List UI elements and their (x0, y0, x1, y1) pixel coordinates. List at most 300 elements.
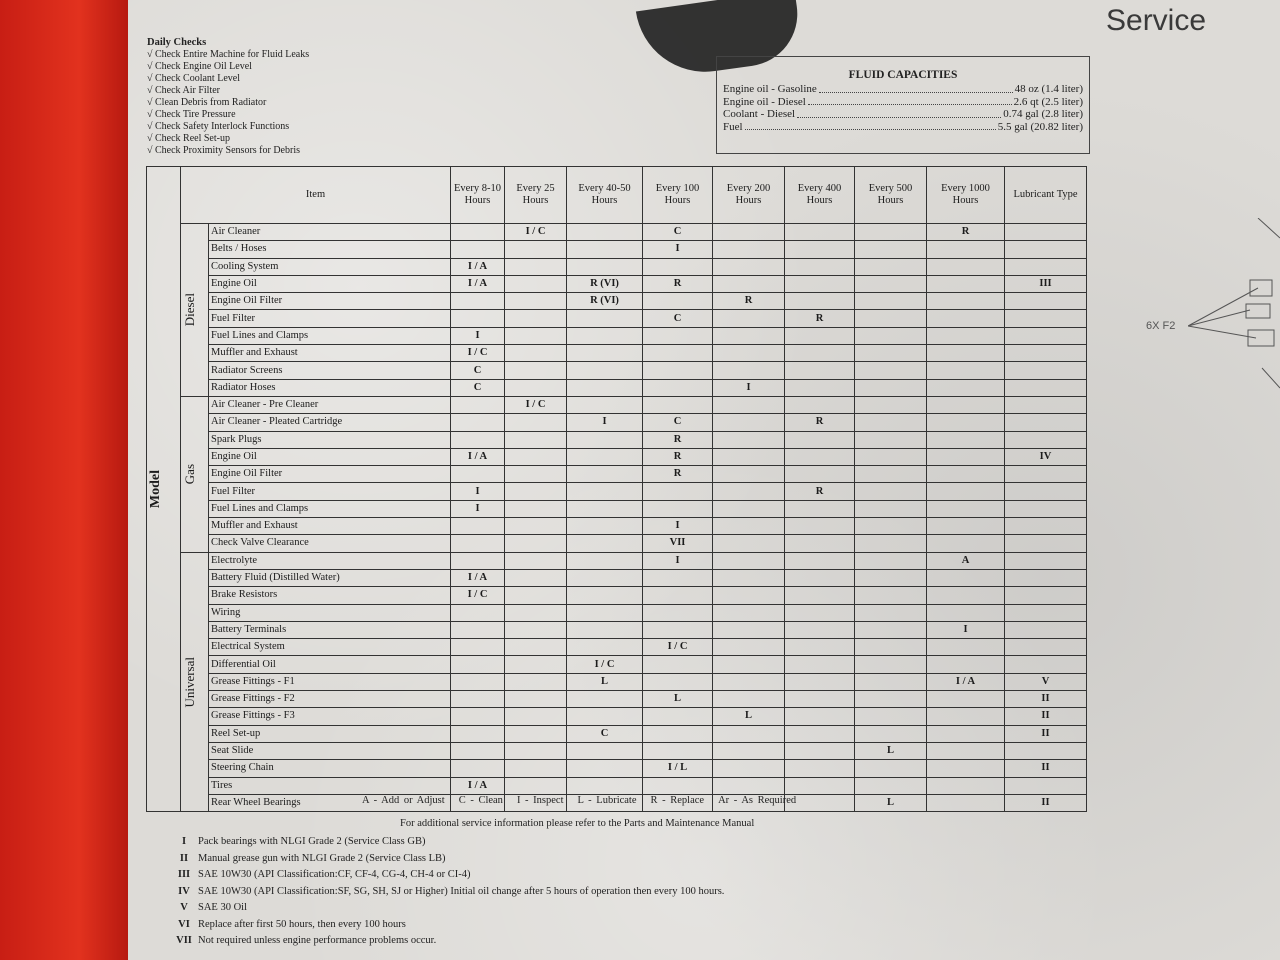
interval-cell (713, 258, 785, 275)
interval-cell (785, 518, 855, 535)
interval-cell: C (643, 414, 713, 431)
leader-dots (745, 121, 996, 131)
interval-cell (927, 310, 1005, 327)
interval-cell (713, 535, 785, 552)
interval-cell (567, 483, 643, 500)
interval-cell: I / A (451, 448, 505, 465)
item-cell: Electrolyte (209, 552, 451, 569)
interval-cell (1005, 224, 1087, 241)
interval-cell: R (785, 310, 855, 327)
leader-dots (808, 96, 1012, 106)
interval-cell (505, 742, 567, 759)
interval-cell (713, 639, 785, 656)
interval-cell (927, 760, 1005, 777)
interval-cell (567, 535, 643, 552)
interval-cell (567, 448, 643, 465)
interval-cell (567, 552, 643, 569)
interval-cell (451, 725, 505, 742)
item-cell: Radiator Screens (209, 362, 451, 379)
fluid-label: Fuel (723, 120, 743, 133)
interval-cell (567, 742, 643, 759)
interval-cell (567, 639, 643, 656)
daily-check-item: √ Check Entire Machine for Fluid Leaks (147, 49, 309, 61)
item-cell: Fuel Filter (209, 483, 451, 500)
interval-cell (1005, 483, 1087, 500)
note-key: I (181, 836, 187, 847)
interval-cell (567, 518, 643, 535)
interval-cell (1005, 777, 1087, 794)
interval-cell (785, 500, 855, 517)
daily-check-item: √ Check Proximity Sensors for Debris (147, 145, 309, 157)
interval-cell (505, 345, 567, 362)
note-key: VI (178, 918, 190, 930)
table-row (147, 742, 1087, 759)
table-row (147, 777, 1087, 794)
interval-cell (643, 621, 713, 638)
table-row (147, 500, 1087, 517)
interval-cell (505, 569, 567, 586)
table-row (147, 587, 1087, 604)
interval-cell (785, 725, 855, 742)
interval-cell (713, 552, 785, 569)
interval-cell (927, 293, 1005, 310)
interval-cell (927, 500, 1005, 517)
fluid-value: 0.74 gal (2.8 liter) (1003, 108, 1083, 120)
interval-cell (785, 708, 855, 725)
interval-cell: R (643, 466, 713, 483)
item-cell: Fuel Lines and Clamps (209, 327, 451, 344)
lubricant-notes (170, 834, 724, 950)
interval-cell (927, 742, 1005, 759)
interval-cell (855, 483, 927, 500)
interval-cell (567, 604, 643, 621)
item-cell: Differential Oil (209, 656, 451, 673)
interval-cell: R (713, 293, 785, 310)
fluid-capacities-box (716, 56, 1090, 154)
table-row (147, 760, 1087, 777)
item-cell: Air Cleaner - Pleated Cartridge (209, 414, 451, 431)
column-header: Every 25 Hours (505, 167, 567, 224)
interval-cell (451, 431, 505, 448)
interval-cell (785, 604, 855, 621)
interval-cell: I / A (451, 275, 505, 292)
interval-cell (785, 587, 855, 604)
red-machine-frame (0, 0, 132, 960)
interval-cell (451, 604, 505, 621)
note-text: Not required unless engine performance problems occur. (198, 935, 437, 946)
interval-cell (505, 673, 567, 690)
table-row (147, 691, 1087, 708)
legend-entry: L - Lubricate (577, 795, 637, 806)
interval-cell: I (451, 483, 505, 500)
item-cell: Engine Oil (209, 275, 451, 292)
item-cell: Engine Oil Filter (209, 466, 451, 483)
note-row (170, 917, 724, 934)
legend (362, 795, 810, 806)
note-key: III (177, 869, 191, 880)
interval-cell (713, 725, 785, 742)
interval-cell (927, 241, 1005, 258)
interval-cell: IV (1005, 448, 1087, 465)
interval-cell (505, 552, 567, 569)
interval-cell (505, 639, 567, 656)
table-header-row (147, 167, 1087, 224)
interval-cell (1005, 241, 1087, 258)
interval-cell: I / C (451, 587, 505, 604)
interval-cell (713, 604, 785, 621)
interval-cell (1005, 535, 1087, 552)
interval-cell (785, 241, 855, 258)
group-label (181, 396, 209, 552)
interval-cell (713, 396, 785, 413)
interval-cell (855, 258, 927, 275)
interval-cell: I / A (451, 777, 505, 794)
interval-cell (1005, 500, 1087, 517)
interval-cell (451, 708, 505, 725)
table-row (147, 414, 1087, 431)
note-key: IV (178, 885, 190, 897)
interval-cell (785, 656, 855, 673)
interval-cell (713, 310, 785, 327)
note-text: Replace after first 50 hours, then every 100 hours (198, 918, 406, 930)
daily-check-item: √ Check Reel Set-up (147, 133, 309, 145)
model-label (147, 167, 181, 812)
item-cell: Belts / Hoses (209, 241, 451, 258)
note-row (170, 900, 724, 917)
interval-cell (643, 293, 713, 310)
interval-cell (505, 656, 567, 673)
interval-cell (505, 258, 567, 275)
interval-cell: I / L (643, 760, 713, 777)
interval-cell (713, 241, 785, 258)
interval-cell (785, 760, 855, 777)
interval-cell (567, 345, 643, 362)
interval-cell (451, 742, 505, 759)
table-row (147, 673, 1087, 690)
interval-cell (713, 483, 785, 500)
interval-cell (643, 345, 713, 362)
interval-cell (567, 362, 643, 379)
interval-cell (505, 691, 567, 708)
legend-entry: R - Replace (650, 795, 705, 806)
interval-cell (927, 535, 1005, 552)
interval-cell (505, 483, 567, 500)
interval-cell: L (713, 708, 785, 725)
column-header: Item (181, 167, 451, 224)
interval-cell (505, 414, 567, 431)
item-cell: Seat Slide (209, 742, 451, 759)
group-label-text: Gas (182, 464, 197, 485)
interval-cell (451, 621, 505, 638)
column-header: Lubricant Type (1005, 167, 1087, 224)
interval-cell (713, 518, 785, 535)
fluid-capacity-row (717, 121, 1089, 134)
interval-cell (785, 293, 855, 310)
interval-cell (785, 379, 855, 396)
interval-cell: II (1005, 794, 1087, 811)
interval-cell (855, 639, 927, 656)
service-title: Service (1106, 4, 1207, 37)
interval-cell (855, 760, 927, 777)
interval-cell (855, 587, 927, 604)
interval-cell (785, 275, 855, 292)
daily-check-item: √ Check Engine Oil Level (147, 61, 309, 73)
interval-cell (1005, 587, 1087, 604)
interval-cell (785, 396, 855, 413)
interval-cell (713, 414, 785, 431)
interval-cell (927, 466, 1005, 483)
table-row (147, 362, 1087, 379)
interval-cell (451, 760, 505, 777)
table-row (147, 310, 1087, 327)
interval-cell (643, 396, 713, 413)
interval-cell (567, 777, 643, 794)
additional-info: For additional service information please refer to the Parts and Maintenance Manual (400, 818, 755, 829)
interval-cell (713, 224, 785, 241)
interval-cell (927, 777, 1005, 794)
item-cell: Brake Resistors (209, 587, 451, 604)
interval-cell (855, 569, 927, 586)
fluid-label: Engine oil - Gasoline (723, 83, 817, 95)
interval-cell (785, 621, 855, 638)
note-key: V (180, 902, 188, 913)
interval-cell (567, 224, 643, 241)
interval-cell (785, 552, 855, 569)
interval-cell (855, 345, 927, 362)
interval-cell (643, 587, 713, 604)
interval-cell (927, 448, 1005, 465)
interval-cell: III (1005, 275, 1087, 292)
interval-cell (1005, 431, 1087, 448)
fluid-value: 2.6 qt (2.5 liter) (1013, 95, 1083, 108)
interval-cell (643, 673, 713, 690)
table-row (147, 241, 1087, 258)
item-cell: Battery Terminals (209, 621, 451, 638)
interval-cell (713, 569, 785, 586)
interval-cell (643, 777, 713, 794)
interval-cell: C (451, 362, 505, 379)
interval-cell (451, 673, 505, 690)
daily-check-item: √ Check Air Filter (147, 85, 309, 97)
interval-cell: II (1005, 691, 1087, 708)
note-row (170, 851, 724, 868)
interval-cell (927, 258, 1005, 275)
interval-cell (855, 293, 927, 310)
interval-cell (505, 448, 567, 465)
interval-cell (927, 483, 1005, 500)
interval-cell (927, 794, 1005, 811)
column-header: Every 200 Hours (713, 167, 785, 224)
interval-cell (927, 691, 1005, 708)
maintenance-table (146, 166, 1087, 812)
interval-cell (855, 552, 927, 569)
item-cell: Battery Fluid (Distilled Water) (209, 569, 451, 586)
table-row (147, 604, 1087, 621)
interval-cell (567, 379, 643, 396)
interval-cell (567, 431, 643, 448)
interval-cell (785, 777, 855, 794)
note-text: SAE 10W30 (API Classification:SF, SG, SH, SJ or Higher) Initial oil change after 5 hours of operation then every 100 hours. (198, 885, 725, 897)
daily-check-item: √ Clean Debris from Radiator (147, 97, 309, 109)
leader-dots (819, 83, 1013, 93)
interval-cell (927, 414, 1005, 431)
legend-entry: I - Inspect (516, 795, 564, 806)
group-label-text: Diesel (182, 293, 197, 327)
interval-cell (1005, 742, 1087, 759)
item-cell: Air Cleaner - Pre Cleaner (209, 396, 451, 413)
table-row (147, 396, 1087, 413)
interval-cell (643, 604, 713, 621)
table-row (147, 621, 1087, 638)
interval-cell (567, 587, 643, 604)
interval-cell (927, 345, 1005, 362)
interval-cell (643, 656, 713, 673)
item-cell: Rear Wheel Bearings (209, 794, 451, 811)
interval-cell (567, 708, 643, 725)
daily-check-item: √ Check Safety Interlock Functions (147, 121, 309, 133)
item-cell: Muffler and Exhaust (209, 345, 451, 362)
interval-cell (505, 293, 567, 310)
grease-fitting-diagram (1188, 218, 1280, 398)
interval-cell (505, 535, 567, 552)
interval-cell (505, 362, 567, 379)
interval-cell: R (785, 483, 855, 500)
table-row (147, 518, 1087, 535)
interval-cell (927, 275, 1005, 292)
interval-cell (1005, 293, 1087, 310)
item-cell: Fuel Lines and Clamps (209, 500, 451, 517)
interval-cell (643, 483, 713, 500)
interval-cell (451, 466, 505, 483)
table-row (147, 569, 1087, 586)
interval-cell (855, 224, 927, 241)
interval-cell (855, 275, 927, 292)
interval-cell (855, 656, 927, 673)
interval-cell (927, 518, 1005, 535)
interval-cell: II (1005, 760, 1087, 777)
interval-cell (713, 691, 785, 708)
interval-cell (927, 604, 1005, 621)
interval-cell (451, 293, 505, 310)
interval-cell (643, 327, 713, 344)
interval-cell (643, 708, 713, 725)
interval-cell (855, 241, 927, 258)
interval-cell (451, 518, 505, 535)
item-cell: Radiator Hoses (209, 379, 451, 396)
column-header: Every 1000 Hours (927, 167, 1005, 224)
interval-cell (567, 258, 643, 275)
interval-cell: II (1005, 708, 1087, 725)
interval-cell (567, 569, 643, 586)
interval-cell (855, 673, 927, 690)
interval-cell (785, 327, 855, 344)
interval-cell (505, 760, 567, 777)
interval-cell (505, 708, 567, 725)
interval-cell (505, 275, 567, 292)
legend-entry: C - Clean (458, 795, 503, 806)
interval-cell (855, 310, 927, 327)
interval-cell (451, 639, 505, 656)
interval-cell (451, 414, 505, 431)
interval-cell (713, 431, 785, 448)
interval-cell (1005, 258, 1087, 275)
interval-cell (505, 466, 567, 483)
item-cell: Electrical System (209, 639, 451, 656)
interval-cell (927, 708, 1005, 725)
interval-cell (855, 466, 927, 483)
fluid-capacities-title: FLUID CAPACITIES (848, 69, 958, 81)
interval-cell (855, 621, 927, 638)
interval-cell (855, 448, 927, 465)
interval-cell: C (567, 725, 643, 742)
interval-cell (1005, 345, 1087, 362)
interval-cell (643, 362, 713, 379)
interval-cell (713, 656, 785, 673)
interval-cell: R (643, 275, 713, 292)
interval-cell (451, 241, 505, 258)
interval-cell (927, 569, 1005, 586)
item-cell: Fuel Filter (209, 310, 451, 327)
table-row (147, 466, 1087, 483)
interval-cell (785, 742, 855, 759)
interval-cell (1005, 552, 1087, 569)
item-cell: Engine Oil Filter (209, 293, 451, 310)
interval-cell (713, 777, 785, 794)
interval-cell: I / A (451, 258, 505, 275)
item-cell: Check Valve Clearance (209, 535, 451, 552)
interval-cell (713, 587, 785, 604)
interval-cell (713, 345, 785, 362)
interval-cell (1005, 656, 1087, 673)
group-label (181, 552, 209, 811)
interval-cell: I / C (505, 224, 567, 241)
daily-check-item: √ Check Tire Pressure (147, 109, 309, 121)
interval-cell: I / C (451, 345, 505, 362)
interval-cell: I (643, 552, 713, 569)
daily-check-item: √ Check Coolant Level (147, 73, 309, 85)
interval-cell: C (643, 310, 713, 327)
interval-cell (927, 639, 1005, 656)
item-cell: Muffler and Exhaust (209, 518, 451, 535)
table-row (147, 379, 1087, 396)
column-header: Every 500 Hours (855, 167, 927, 224)
interval-cell (785, 535, 855, 552)
interval-cell (855, 518, 927, 535)
interval-cell (785, 673, 855, 690)
group-label (181, 224, 209, 397)
interval-cell (855, 327, 927, 344)
interval-cell (505, 604, 567, 621)
interval-cell (855, 396, 927, 413)
interval-cell (713, 362, 785, 379)
interval-cell (927, 725, 1005, 742)
note-key: VII (176, 935, 192, 946)
interval-cell (505, 310, 567, 327)
interval-cell (785, 466, 855, 483)
daily-checks (147, 37, 309, 157)
interval-cell (643, 569, 713, 586)
interval-cell (451, 396, 505, 413)
interval-cell (505, 777, 567, 794)
note-row (170, 834, 724, 851)
interval-cell (785, 569, 855, 586)
note-key: II (179, 852, 189, 864)
interval-cell (713, 621, 785, 638)
interval-cell: I / C (505, 396, 567, 413)
group-label-text: Universal (182, 656, 197, 708)
interval-cell (567, 327, 643, 344)
interval-cell: C (643, 224, 713, 241)
